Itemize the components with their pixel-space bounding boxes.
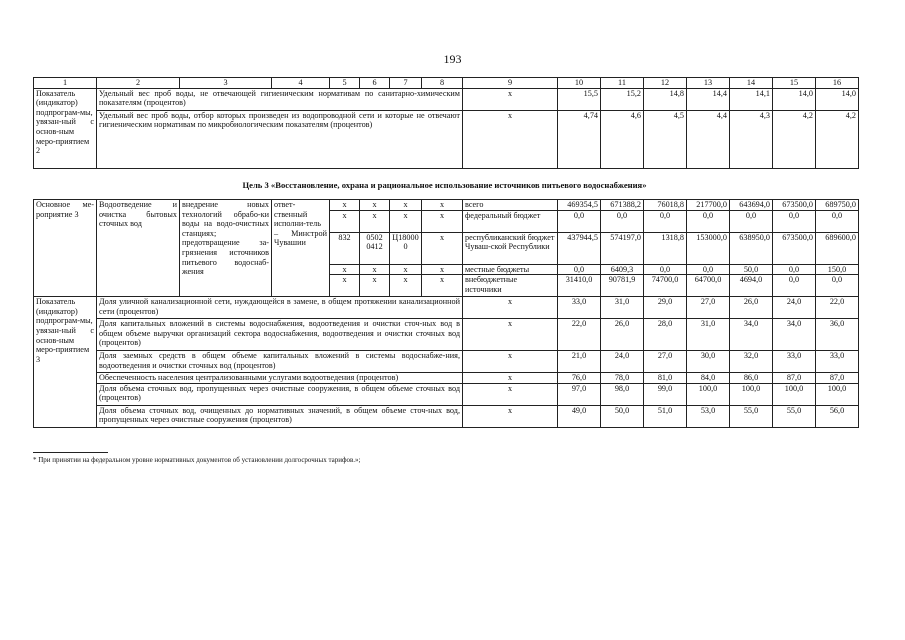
column-number: 11 xyxy=(601,78,644,89)
indicator-label: Показатель (индикатор) подпрограм-мы, увязан-ный с основ-ным меро-приятием 3 xyxy=(34,297,97,428)
indicator-col9: х xyxy=(463,373,558,384)
main-event-name: Водоотведение и очистка бытовых сточных вод xyxy=(97,200,180,297)
indicator-value: 49,0 xyxy=(558,405,601,427)
indicator-value: 4,2 xyxy=(773,110,816,168)
indicator-text: Доля объема сточных вод, очищенных до нормативных значений, в общем объеме сточ-ных вод, пропущенных через очистные сооружения (процентов) xyxy=(97,405,463,427)
indicator-text: Удельный вес проб воды, не отвечающей гигиеническим нормативам по санитарно-химическим показателям (процентов) xyxy=(97,88,463,110)
indicator-value: 4,6 xyxy=(601,110,644,168)
funding-value: 0,0 xyxy=(558,264,601,275)
funding-source: местные бюджеты xyxy=(463,264,558,275)
table-row xyxy=(34,88,859,110)
indicator-value: 22,0 xyxy=(816,297,859,319)
indicator-value: 100,0 xyxy=(773,383,816,405)
funding-source: республиканский бюджет Чуваш-ской Республики xyxy=(463,232,558,264)
indicator-value: 4,5 xyxy=(644,110,687,168)
indicator-value: 4,4 xyxy=(687,110,730,168)
funding-value: 574197,0 xyxy=(601,232,644,264)
funding-value: 671388,2 xyxy=(601,200,644,211)
indicator-value: 14,8 xyxy=(644,88,687,110)
funding-value: 76018,8 xyxy=(644,200,687,211)
funding-value: 689750,0 xyxy=(816,200,859,211)
table-row xyxy=(34,297,859,319)
column-number: 2 xyxy=(97,78,180,89)
budget-code: х xyxy=(330,275,360,297)
indicator-value: 4,2 xyxy=(816,110,859,168)
budget-code: х xyxy=(360,264,390,275)
table-row xyxy=(34,351,859,373)
table-row xyxy=(34,405,859,427)
goal-title: Цель 3 «Восстановление, охрана и рациональное использование источников питьевого водоснабжения» xyxy=(242,180,647,190)
indicator-value: 14,1 xyxy=(730,88,773,110)
indicator-value: 99,0 xyxy=(644,383,687,405)
indicator-text: Доля уличной канализационной сети, нуждающейся в замене, в общем протяжении канализационной сети (процентов) xyxy=(97,297,463,319)
funding-value: 4694,0 xyxy=(730,275,773,297)
column-number: 8 xyxy=(422,78,463,89)
indicator-value: 86,0 xyxy=(730,373,773,384)
funding-value: 0,0 xyxy=(730,210,773,232)
funding-source: внебюджетные источники xyxy=(463,275,558,297)
column-number: 7 xyxy=(390,78,422,89)
column-number: 10 xyxy=(558,78,601,89)
budget-code: х xyxy=(390,264,422,275)
funding-value: 74700,0 xyxy=(644,275,687,297)
indicator-text: Удельный вес проб воды, отбор которых произведен из водопроводной сети и которые не отвечают гигиеническим нормативам по микробиологическим показателям (процентов) xyxy=(97,110,463,168)
indicator-value: 33,0 xyxy=(773,351,816,373)
budget-code: х xyxy=(330,264,360,275)
indicator-value: 27,0 xyxy=(644,351,687,373)
funding-value: 1318,8 xyxy=(644,232,687,264)
indicator-value: 50,0 xyxy=(601,405,644,427)
indicator-value: 51,0 xyxy=(644,405,687,427)
indicator-value: 15,5 xyxy=(558,88,601,110)
indicator-value: 78,0 xyxy=(601,373,644,384)
indicator-value: 14,4 xyxy=(687,88,730,110)
funding-value: 0,0 xyxy=(601,210,644,232)
funding-value: 638950,0 xyxy=(730,232,773,264)
indicator-value: 26,0 xyxy=(601,319,644,351)
funding-value: 673500,0 xyxy=(773,232,816,264)
funding-value: 0,0 xyxy=(558,210,601,232)
budget-code: 832 xyxy=(330,232,360,264)
indicator-value: 31,0 xyxy=(601,297,644,319)
budget-code: х xyxy=(390,275,422,297)
indicator-value: 28,0 xyxy=(644,319,687,351)
table-row xyxy=(34,319,859,351)
column-number: 6 xyxy=(360,78,390,89)
funding-value: 0,0 xyxy=(773,264,816,275)
indicator-value: 33,0 xyxy=(816,351,859,373)
indicator-value: 33,0 xyxy=(558,297,601,319)
budget-code: х xyxy=(390,200,422,211)
table-row xyxy=(34,373,859,384)
indicator-value: 98,0 xyxy=(601,383,644,405)
indicator-col9: х xyxy=(463,319,558,351)
indicator-text: Обеспеченность населения централизованными услугами водоотведения (процентов) xyxy=(97,373,463,384)
column-number: 5 xyxy=(330,78,360,89)
indicator-value: 81,0 xyxy=(644,373,687,384)
indicator-value: 87,0 xyxy=(816,373,859,384)
budget-code: х xyxy=(422,264,463,275)
funding-value: 90781,9 xyxy=(601,275,644,297)
indicator-text: Доля капитальных вложений в системы водоснабжения, водоотведения и очистки сточ-ных вод в общем объеме выручки организаций сектора водоснабжения, водоотведения и очистки сточных вод (процентов) xyxy=(97,319,463,351)
indicator-value: 24,0 xyxy=(601,351,644,373)
main-event-tasks: внедрение новых технологий обрабо-ки воды на водо-очистных станциях; предотвращение за-грязнения источников питьевого водоснаб-жения xyxy=(180,200,272,297)
funding-row xyxy=(34,200,859,211)
indicator-value: 84,0 xyxy=(687,373,730,384)
budget-code: х xyxy=(422,200,463,211)
funding-value: 31410,0 xyxy=(558,275,601,297)
indicator-value: 36,0 xyxy=(816,319,859,351)
indicator-value: 4,74 xyxy=(558,110,601,168)
indicator-value: 55,0 xyxy=(730,405,773,427)
table-row xyxy=(34,383,859,405)
indicator-text: Доля заемных средств в общем объеме капитальных вложений в системы водоснабже-ния, водоотведения и очистки сточных вод (процентов) xyxy=(97,351,463,373)
budget-code: х xyxy=(422,275,463,297)
main-event-executor: ответ-ственный исполни-тель – Минстрой Чувашии xyxy=(272,200,330,297)
funding-value: 0,0 xyxy=(644,264,687,275)
indicator-value: 100,0 xyxy=(687,383,730,405)
indicator-value: 34,0 xyxy=(773,319,816,351)
column-number: 9 xyxy=(463,78,558,89)
funding-value: 0,0 xyxy=(816,210,859,232)
indicator-value: 56,0 xyxy=(816,405,859,427)
indicator-value: 34,0 xyxy=(730,319,773,351)
column-number: 4 xyxy=(272,78,330,89)
indicator-value: 4,3 xyxy=(730,110,773,168)
funding-source: федеральный бюджет xyxy=(463,210,558,232)
indicator-value: 100,0 xyxy=(816,383,859,405)
indicator-value: 97,0 xyxy=(558,383,601,405)
indicator-value: 30,0 xyxy=(687,351,730,373)
budget-code: х xyxy=(330,210,360,232)
indicator-value: 100,0 xyxy=(730,383,773,405)
column-number: 14 xyxy=(730,78,773,89)
funding-value: 0,0 xyxy=(816,275,859,297)
funding-value: 0,0 xyxy=(687,264,730,275)
indicator-value: 26,0 xyxy=(730,297,773,319)
funding-value: 0,0 xyxy=(773,275,816,297)
column-number: 15 xyxy=(773,78,816,89)
indicator-col9: х xyxy=(463,405,558,427)
indicator-col9: х xyxy=(463,88,558,110)
column-number: 3 xyxy=(180,78,272,89)
column-number: 1 xyxy=(34,78,97,89)
funding-value: 469354,5 xyxy=(558,200,601,211)
funding-value: 0,0 xyxy=(644,210,687,232)
budget-code: х xyxy=(422,232,463,264)
footnote-divider xyxy=(33,452,108,453)
column-number: 12 xyxy=(644,78,687,89)
budget-code: х xyxy=(360,275,390,297)
indicator-value: 24,0 xyxy=(773,297,816,319)
indicator-col9: х xyxy=(463,110,558,168)
indicator-value: 31,0 xyxy=(687,319,730,351)
page-number: 193 xyxy=(443,52,462,66)
funding-value: 6409,3 xyxy=(601,264,644,275)
budget-code: х xyxy=(330,200,360,211)
indicator-value: 15,2 xyxy=(601,88,644,110)
indicator-value: 87,0 xyxy=(773,373,816,384)
budget-code: х xyxy=(390,210,422,232)
indicator-table-event-2 xyxy=(33,77,859,169)
indicator-value: 14,0 xyxy=(816,88,859,110)
funding-value: 217700,0 xyxy=(687,200,730,211)
table-row xyxy=(34,110,859,168)
indicator-col9: х xyxy=(463,383,558,405)
funding-value: 150,0 xyxy=(816,264,859,275)
footnote: * При принятии на федеральном уровне нормативных документов об установлении долгосрочных тарифов.»; xyxy=(33,456,361,464)
indicator-col9: х xyxy=(463,297,558,319)
funding-value: 0,0 xyxy=(687,210,730,232)
funding-value: 673500,0 xyxy=(773,200,816,211)
indicator-value: 29,0 xyxy=(644,297,687,319)
column-number: 16 xyxy=(816,78,859,89)
funding-value: 50,0 xyxy=(730,264,773,275)
budget-code: х xyxy=(360,210,390,232)
indicator-value: 55,0 xyxy=(773,405,816,427)
funding-value: 0,0 xyxy=(773,210,816,232)
funding-value: 689600,0 xyxy=(816,232,859,264)
indicator-value: 22,0 xyxy=(558,319,601,351)
indicator-value: 27,0 xyxy=(687,297,730,319)
indicator-text: Доля объема сточных вод, пропущенных через очистные сооружения, в общем объеме сточных вод (процентов) xyxy=(97,383,463,405)
funding-source: всего xyxy=(463,200,558,211)
indicator-col9: х xyxy=(463,351,558,373)
funding-value: 437944,5 xyxy=(558,232,601,264)
budget-code: 0502 0412 xyxy=(360,232,390,264)
funding-value: 64700,0 xyxy=(687,275,730,297)
main-event-label: Основное ме-роприятие 3 xyxy=(34,200,97,297)
column-number-row xyxy=(34,78,859,89)
indicator-value: 53,0 xyxy=(687,405,730,427)
column-number: 13 xyxy=(687,78,730,89)
funding-table-event-3 xyxy=(33,199,859,428)
budget-code: Ц180000 xyxy=(390,232,422,264)
funding-value: 153000,0 xyxy=(687,232,730,264)
indicator-label: Показатель (индикатор) подпрограм-мы, увязан-ный с основ-ным меро-приятием 2 xyxy=(34,88,97,168)
indicator-value: 21,0 xyxy=(558,351,601,373)
indicator-value: 76,0 xyxy=(558,373,601,384)
funding-value: 643694,0 xyxy=(730,200,773,211)
budget-code: х xyxy=(360,200,390,211)
indicator-value: 14,0 xyxy=(773,88,816,110)
indicator-value: 32,0 xyxy=(730,351,773,373)
budget-code: х xyxy=(422,210,463,232)
